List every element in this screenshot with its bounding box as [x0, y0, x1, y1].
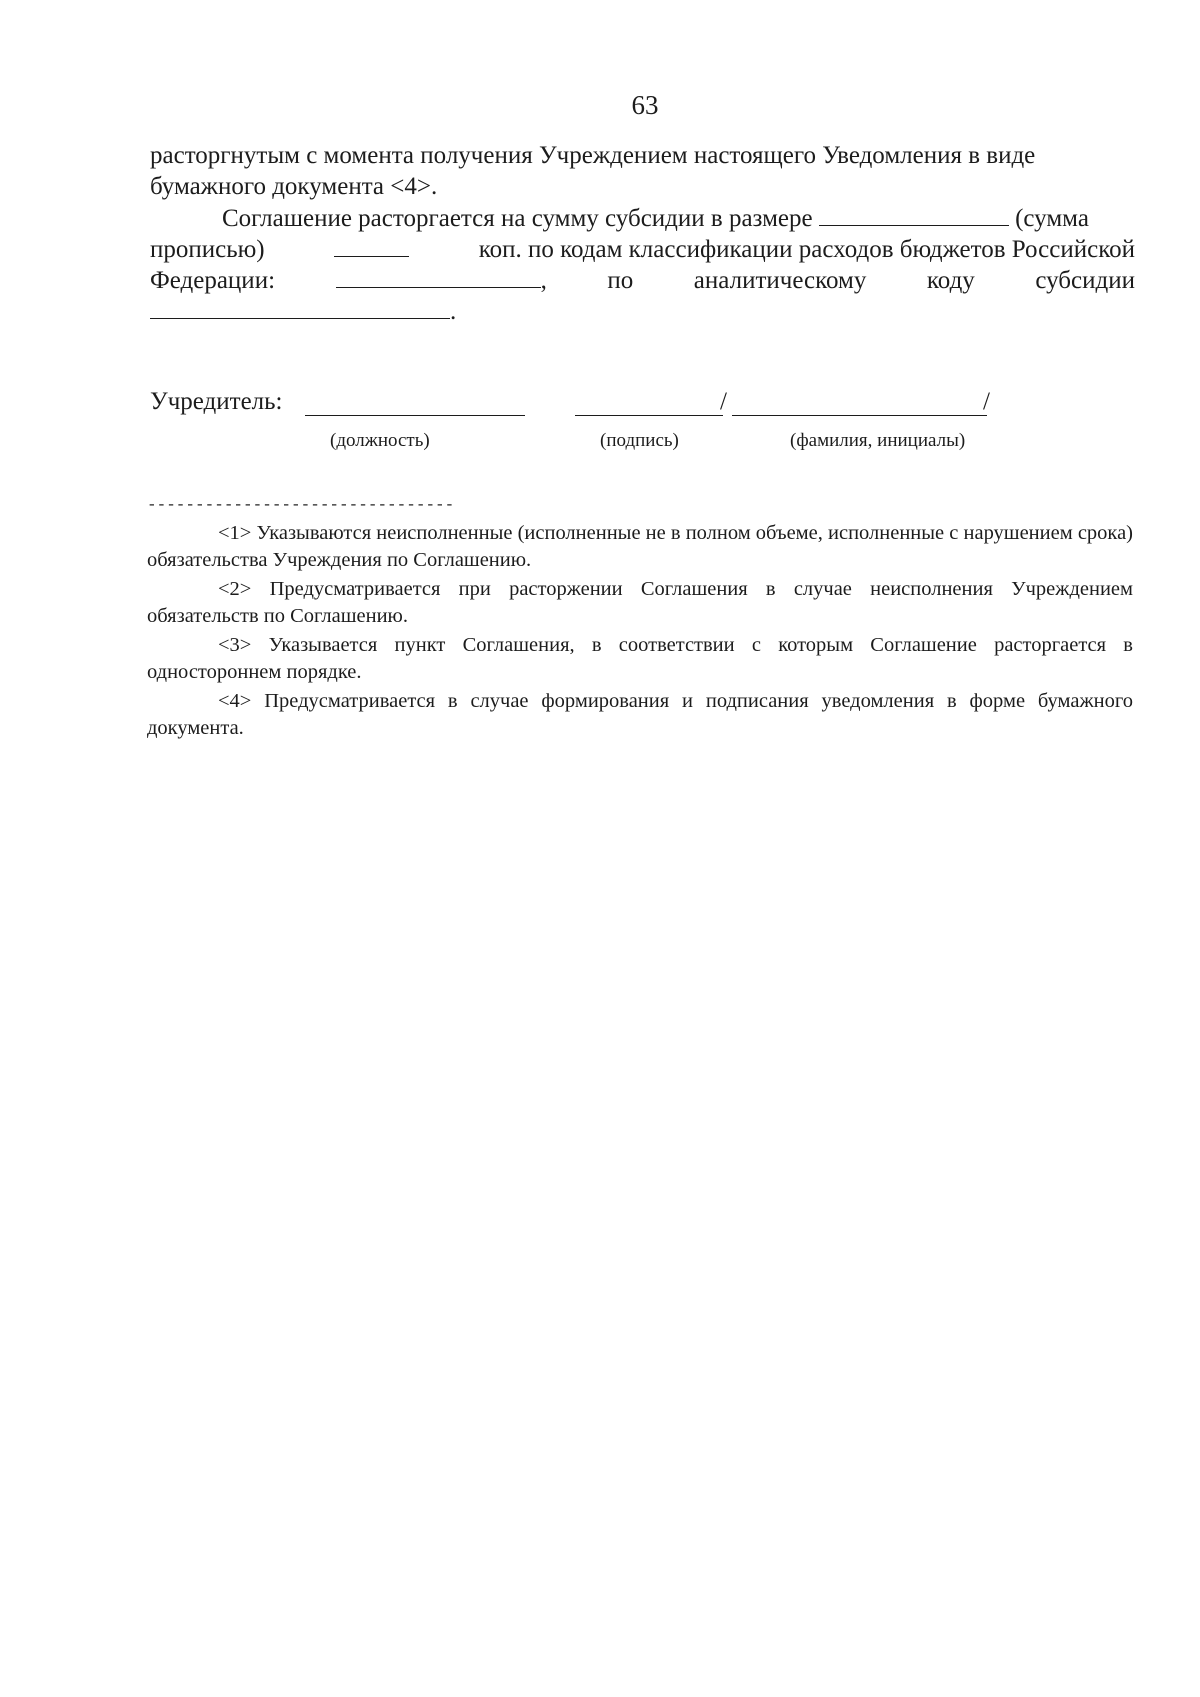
text-line: расторгнутым с момента получения Учреждением настоящего Уведомления в виде — [150, 142, 1036, 169]
paragraph-2-line-3 — [150, 265, 1135, 296]
budget-code-group — [336, 265, 547, 296]
text-segment: Федерации: — [150, 267, 276, 294]
footnote-3: <3> Указывается пункт Соглашения, в соответствии с которым Соглашение расторгается в одностороннем порядке. — [147, 634, 1133, 683]
text-segment: субсидии — [1035, 267, 1135, 294]
footnote-2: <2> Предусматривается при расторжении Соглашения в случае неисполнения Учреждением обязательств по Соглашению. — [147, 578, 1133, 627]
text-segment: коп. по кодам классификации расходов бюджетов Российской — [478, 236, 1135, 263]
name-initials-field[interactable] — [732, 388, 987, 416]
analytic-code-field[interactable] — [150, 296, 450, 319]
paragraph-2-line-1 — [150, 203, 1135, 234]
budget-code-field[interactable] — [336, 265, 541, 288]
period: . — [450, 298, 457, 325]
text-segment: по — [607, 267, 634, 294]
slash-separator: / — [720, 388, 727, 415]
paragraph-1-line-2: бумажного документа <4>. — [150, 173, 438, 200]
slash-separator: / — [983, 388, 990, 415]
comma: , — [540, 267, 547, 294]
name-caption: (фамилия, инициалы) — [790, 430, 966, 451]
position-field[interactable] — [305, 388, 525, 416]
paragraph-termination-moment — [150, 140, 1135, 202]
paragraph-subsidy-amount — [150, 203, 1135, 327]
footnote-4: <4> Предусматривается в случае формирования и подписания уведомления в форме бумажного документа. — [147, 690, 1133, 739]
signature-caption: (подпись) — [600, 430, 679, 451]
page-number: 63 — [631, 90, 659, 120]
text-segment: коду — [926, 267, 975, 294]
text-segment: аналитическому — [693, 267, 867, 294]
text-segment: Соглашение расторгается на сумму субсидии в размере — [222, 205, 813, 232]
position-caption: (должность) — [330, 430, 430, 451]
signature-block — [150, 388, 1050, 458]
paragraph-2-line-4 — [150, 296, 1135, 327]
paragraph-1-line-1 — [150, 140, 1135, 171]
footnote-1: <1> Указываются неисполненные (исполненные не в полном объеме, исполненные с нарушением срока) обязательства Учреждения по Соглашению. — [147, 522, 1133, 571]
founder-label: Учредитель: — [150, 388, 283, 415]
subsidy-amount-field[interactable] — [819, 203, 1009, 226]
paragraph-2-line-2 — [150, 234, 1135, 265]
text-segment: прописью) — [150, 236, 265, 263]
footnote-separator: -------------------------------- — [147, 496, 455, 514]
text-segment: (сумма — [1015, 205, 1089, 232]
kopecks-field[interactable] — [334, 234, 409, 257]
signature-field[interactable] — [575, 388, 723, 416]
footnotes — [147, 520, 1133, 744]
